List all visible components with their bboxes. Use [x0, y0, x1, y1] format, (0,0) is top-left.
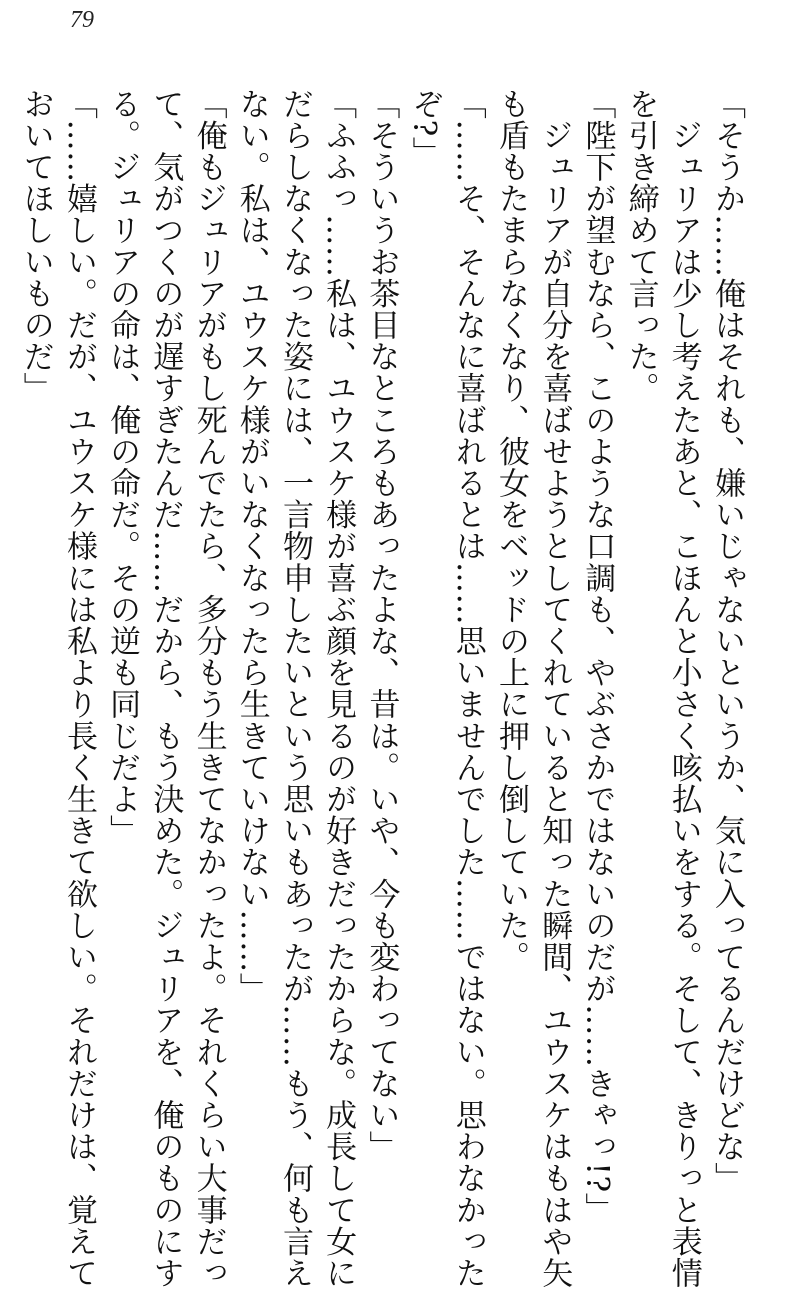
text-line: 「……嬉しい。だが、ユウスケ様には私より長く生きて欲しい。それだけは、覚えて [60, 88, 97, 1289]
text-line: 「ふふっ……私は、ユウスケ様が喜ぶ顔を見るのが好きだったからな。成長して女に [320, 88, 357, 1289]
novel-text-body [14, 88, 748, 1289]
page-number: 79 [70, 7, 94, 33]
text-line: だらしなくなった姿には、一言物申したいという思いもあったが……もう、何も言え [276, 88, 313, 1289]
text-line: 「陛下が望むなら、このような口調も、やぶさかではないのだが……きゃっ!?」 [579, 88, 616, 1225]
text-line: て、気がつくのが遅すぎたんだ……だから、もう決めた。ジュリアを、俺のものにす [147, 88, 184, 1289]
text-line: を引き締めて言った。 [622, 88, 659, 404]
text-line: ジュリアが自分を喜ばせようとしてくれていると知った瞬間、ユウスケはもはや矢 [536, 88, 573, 1289]
text-line: おいてほしいものだ」 [17, 88, 54, 404]
text-line: 「俺もジュリアがもし死んでたら、多分もう生きてなかったよ。それくらい大事だっ [190, 88, 227, 1289]
text-line: 「そういうお茶目なところもあったよな、昔は。いや、今も変わってない」 [363, 88, 400, 1163]
text-line: ジュリアは少し考えたあと、こほんと小さく咳払いをする。そして、きりっと表情 [665, 88, 702, 1289]
text-line: る。ジュリアの命は、俺の命だ。その逆も同じだよ」 [104, 88, 141, 847]
text-line: 「そうか……俺はそれも、嫌いじゃないというか、気に入ってるんだけどな」 [709, 88, 745, 1194]
text-line: ぞ?」 [406, 88, 443, 169]
text-line: も盾もたまらなくなり、彼女をベッドの上に押し倒していた。 [492, 88, 529, 973]
text-line: ない。私は、ユウスケ様がいなくなったら生きていけない……」 [233, 88, 270, 1005]
text-line: 「……そ、そんなに喜ばれるとは……思いませんでした……ではない。思わなかった [449, 88, 486, 1289]
